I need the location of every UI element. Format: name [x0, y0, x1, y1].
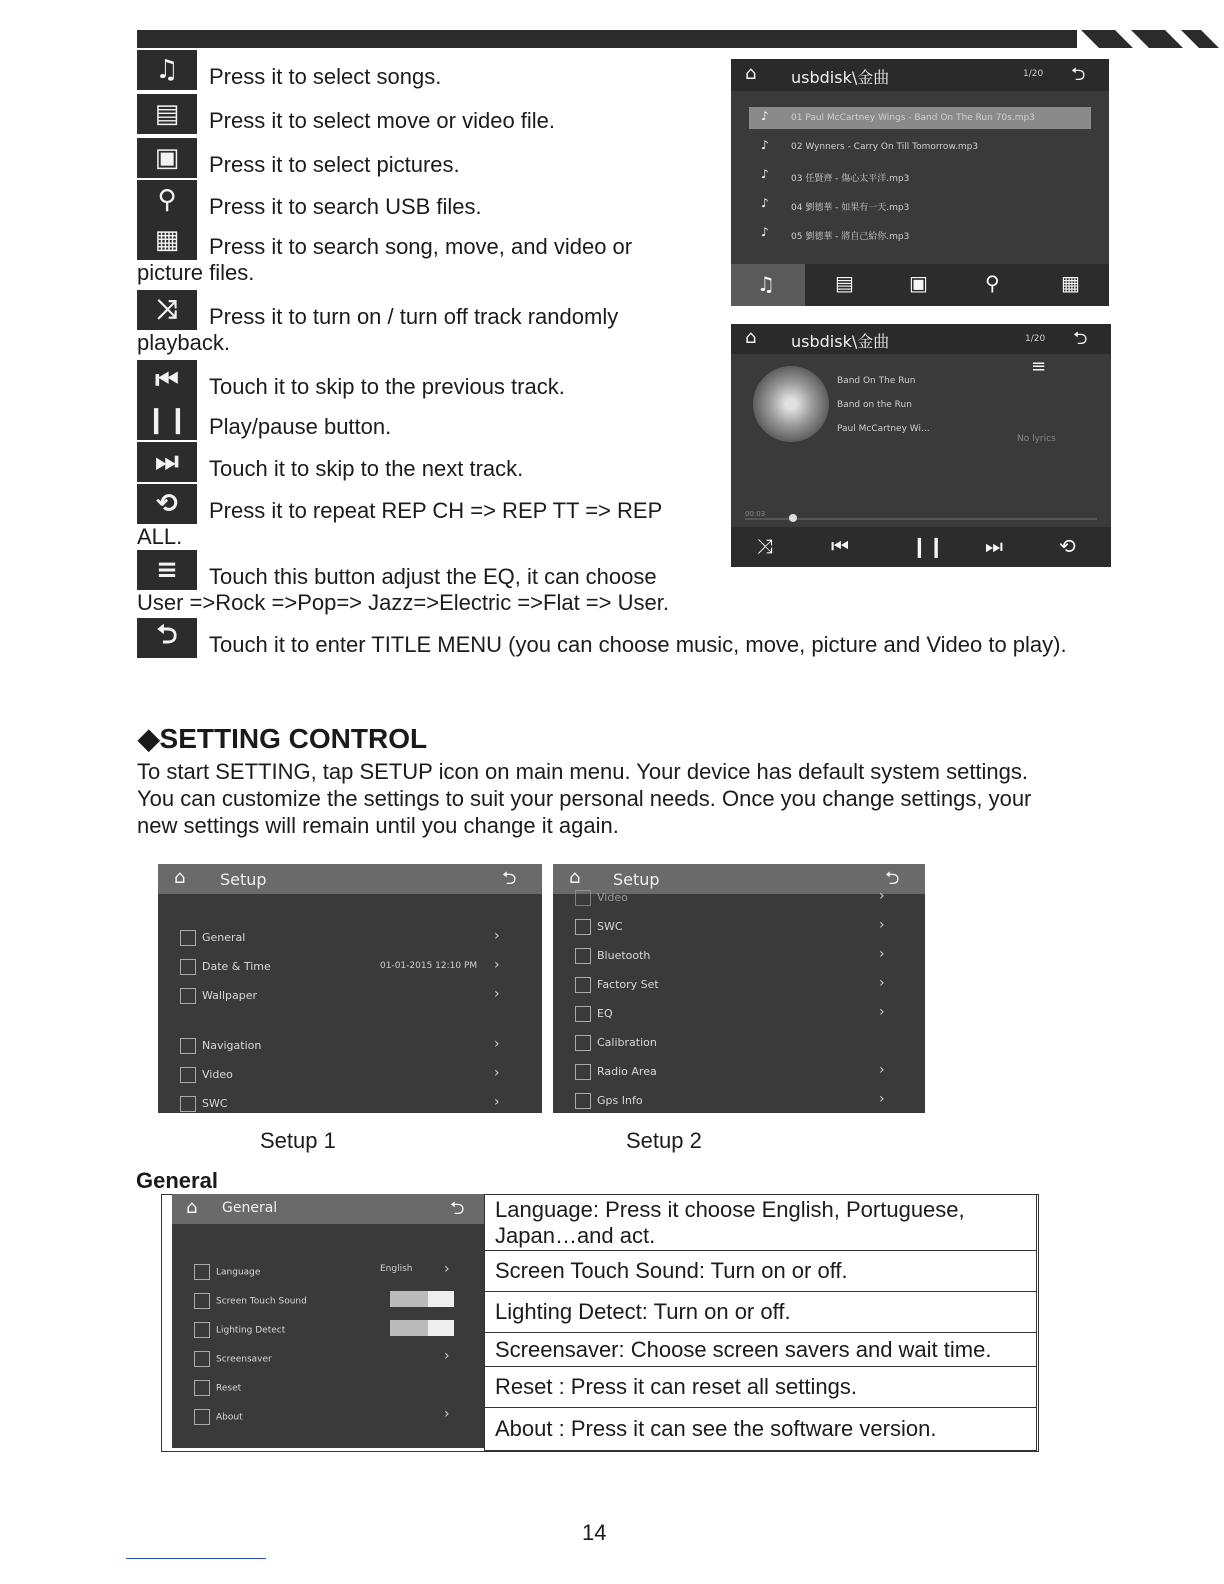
setting-icon [194, 1322, 210, 1338]
setup-item-label: Bluetooth [597, 949, 651, 962]
instruction-text: Press it to search USB files. [209, 194, 482, 219]
instruction-text: picture files. [137, 260, 255, 285]
setup-item-label: EQ [597, 1007, 613, 1020]
chevron-right-icon: › [494, 1094, 500, 1110]
film-icon[interactable]: ▤ [835, 271, 854, 295]
setting-icon [180, 988, 196, 1004]
search-icon: ⚲ [137, 180, 197, 220]
header-stripe [1131, 30, 1183, 48]
language-value: English [380, 1264, 413, 1274]
setup-item[interactable] [180, 988, 257, 1004]
chevron-right-icon: › [879, 975, 885, 991]
general-item-label: Screen Touch Sound [216, 1296, 307, 1307]
setup-item[interactable] [575, 977, 659, 993]
picture-icon[interactable]: ▣ [909, 271, 928, 295]
setting-icon [180, 959, 196, 975]
chevron-right-icon: › [444, 1348, 450, 1364]
repeat-icon: ⟲ [137, 484, 197, 524]
general-item[interactable] [194, 1293, 307, 1309]
track-counter: 1/20 [1025, 334, 1046, 344]
home-icon[interactable]: ⌂ [186, 1197, 198, 1218]
previous-icon: ⏮ [137, 360, 197, 400]
chevron-right-icon: › [444, 1261, 450, 1277]
setup-item[interactable] [575, 919, 623, 935]
setup-item[interactable] [575, 1006, 613, 1022]
title-label: Band on the Run [837, 400, 912, 410]
setting-icon [575, 1093, 591, 1109]
chevron-right-icon: › [879, 946, 885, 962]
next-icon[interactable]: ⏭ [985, 534, 1003, 558]
setting-icon [180, 1067, 196, 1083]
chevron-right-icon: › [494, 986, 500, 1002]
setup-item[interactable] [575, 1035, 657, 1051]
general-item[interactable] [194, 1264, 260, 1280]
music-note-icon: ♪ [761, 196, 769, 210]
setup-item[interactable] [180, 1096, 228, 1112]
setup-item-label: Wallpaper [202, 989, 258, 1002]
chevron-right-icon: › [444, 1406, 450, 1422]
desc-line: Language: Press it choose English, Portuguese, [495, 1196, 965, 1222]
setting-line: To start SETTING, tap SETUP icon on main menu. Your device has default system settings. [137, 759, 1029, 784]
setting-icon [180, 930, 196, 946]
setup-item-value: 01-01-2015 12:10 PM [380, 961, 478, 971]
header-stripe [1181, 30, 1219, 48]
instruction-text: Touch it to enter TITLE MENU (you can choose music, move, picture and Video to play). [209, 632, 1067, 657]
music-note-icon: ♪ [761, 167, 769, 181]
album-art [753, 366, 829, 442]
music-icon: ♫ [757, 272, 775, 296]
general-item-label: Reset [216, 1383, 242, 1394]
chevron-right-icon: › [879, 1004, 885, 1020]
setup-item-label: Calibration [597, 1036, 657, 1049]
time-label: 00:03 [745, 510, 766, 518]
setup-item-label: Video [202, 1068, 233, 1081]
music-list-screen [731, 59, 1109, 306]
setup2-screen [553, 864, 925, 1113]
instruction-text: Press it to select move or video file. [209, 108, 556, 133]
instruction-text: playback. [137, 330, 230, 355]
setup-item-label: General [202, 931, 246, 944]
shuffle-icon: ⤨ [137, 290, 197, 330]
instruction-text: Touch this button adjust the EQ, it can choose [209, 564, 657, 589]
music-icon: ♫ [137, 50, 197, 90]
setup-item-label: Date & Time [202, 960, 271, 973]
music-note-icon: ♪ [761, 109, 769, 123]
setup1-screen [158, 864, 542, 1113]
back-icon: ⮌ [137, 618, 197, 658]
instruction-text: Touch it to skip to the next track. [209, 456, 524, 481]
setup-item[interactable] [180, 1067, 233, 1083]
general-item-label: Lighting Detect [216, 1325, 286, 1336]
general-screen [172, 1194, 484, 1448]
home-icon[interactable]: ⌂ [745, 63, 757, 84]
music-note-icon: ♪ [761, 138, 769, 152]
setting-icon [575, 1064, 591, 1080]
general-item[interactable] [194, 1380, 241, 1396]
film-icon: ▤ [137, 94, 197, 134]
setting-icon [194, 1409, 210, 1425]
setting-icon [575, 948, 591, 964]
path-label: usbdisk\金曲 [791, 68, 890, 87]
instruction-text: Touch it to skip to the previous track. [209, 374, 565, 399]
touch-sound-toggle[interactable] [390, 1291, 454, 1307]
setup-item[interactable] [575, 1064, 657, 1080]
reset-desc: Reset : Press it can reset all settings. [485, 1367, 1037, 1408]
setup-item-label: SWC [202, 1097, 228, 1110]
instruction-text: Press it to select songs. [209, 64, 442, 89]
lyrics-label: No lyrics [1017, 434, 1056, 444]
home-icon[interactable]: ⌂ [174, 867, 186, 888]
back-icon[interactable]: ⮌ [450, 1198, 465, 1219]
next-icon: ⏭ [137, 442, 197, 482]
language-desc [485, 1195, 1037, 1251]
setting-icon [575, 1006, 591, 1022]
instruction-text: Press it to select pictures. [209, 152, 460, 177]
search-icon[interactable]: ⚲ [985, 271, 1000, 295]
setup-item[interactable] [575, 1093, 643, 1109]
grid-icon: ▦ [137, 220, 197, 260]
setting-icon [194, 1380, 210, 1396]
setting-icon [180, 1038, 196, 1054]
track-item[interactable]: 03 任賢齊 - 傷心太平洋.mp3 [791, 174, 910, 184]
track-item[interactable]: 01 Paul McCartney Wings - Band On The Run 70s.mp3 [791, 113, 1035, 123]
setup-item[interactable] [575, 890, 628, 906]
chevron-right-icon: › [879, 917, 885, 933]
music-note-icon: ♪ [761, 225, 769, 239]
header-bar [137, 30, 1077, 48]
shuffle-icon[interactable]: ⤨ [757, 534, 773, 558]
setup-title: Setup [613, 870, 660, 889]
back-icon[interactable]: ⮌ [885, 868, 900, 889]
instruction-text: Press it to repeat REP CH => REP TT => REP [209, 498, 663, 523]
general-item[interactable] [194, 1322, 285, 1338]
chevron-right-icon: › [879, 1062, 885, 1078]
setup-item[interactable] [180, 930, 245, 946]
general-item[interactable] [194, 1409, 243, 1425]
back-icon[interactable]: ⮌ [1071, 64, 1086, 85]
setup-item-label: Factory Set [597, 978, 659, 991]
setting-icon [194, 1351, 210, 1367]
general-table [484, 1194, 1036, 1451]
touch-sound-desc: Screen Touch Sound: Turn on or off. [485, 1251, 1037, 1292]
setup-item-label: Navigation [202, 1039, 262, 1052]
setting-icon [575, 890, 591, 906]
header-stripe [1081, 30, 1133, 48]
section-heading: ◆SETTING CONTROL [138, 723, 428, 754]
track-counter: 1/20 [1023, 69, 1044, 79]
setup-item-label: Gps Info [597, 1094, 643, 1107]
setting-icon [194, 1293, 210, 1309]
general-item-label: Language [216, 1267, 261, 1278]
chevron-right-icon: › [494, 957, 500, 973]
instruction-text: ALL. [137, 524, 183, 549]
general-item-label: About [216, 1412, 243, 1423]
progress-thumb[interactable] [789, 514, 797, 522]
picture-icon: ▣ [137, 138, 197, 178]
chevron-right-icon: › [879, 888, 885, 904]
setup-item[interactable] [180, 959, 271, 975]
general-item-label: Screensaver [216, 1354, 272, 1365]
track-item[interactable]: 05 劉德華 - 將自己給你.mp3 [791, 232, 910, 242]
eq-icon: ≡ [137, 550, 197, 590]
artist-label: Paul McCartney Wi... [837, 424, 930, 434]
chevron-right-icon: › [494, 1065, 500, 1081]
about-desc: About : Press it can see the software version. [485, 1408, 1037, 1451]
general-title: General [222, 1200, 278, 1216]
back-icon[interactable]: ⮌ [502, 868, 517, 889]
eq-icon[interactable]: ≡ [1031, 356, 1047, 377]
setup-item-label: SWC [597, 920, 623, 933]
setup-item-label: Video [597, 891, 628, 904]
pause-icon[interactable]: ❙❙ [911, 534, 945, 558]
now-playing-screen [731, 324, 1111, 567]
general-heading: General [136, 1168, 218, 1193]
grid-icon[interactable]: ▦ [1061, 271, 1080, 295]
chevron-right-icon: › [879, 1091, 885, 1107]
previous-icon[interactable]: ⏮ [831, 534, 849, 558]
page-number: 14 [582, 1520, 607, 1545]
lighting-desc: Lighting Detect: Turn on or off. [485, 1292, 1037, 1333]
home-icon[interactable]: ⌂ [569, 867, 581, 888]
setting-icon [575, 977, 591, 993]
general-item[interactable] [194, 1351, 272, 1367]
progress-track[interactable] [745, 518, 1097, 520]
setting-icon [575, 1035, 591, 1051]
chevron-right-icon: › [494, 1036, 500, 1052]
setup1-caption: Setup 1 [260, 1128, 336, 1153]
screensaver-desc: Screensaver: Choose screen savers and wait time. [485, 1333, 1037, 1367]
track-item[interactable]: 02 Wynners - Carry On Till Tomorrow.mp3 [791, 142, 979, 152]
setup2-caption: Setup 2 [626, 1128, 702, 1153]
instruction-text: Play/pause button. [209, 414, 392, 439]
lighting-toggle[interactable] [390, 1320, 454, 1336]
album-label: Band On The Run [837, 376, 916, 386]
instruction-text: User =>Rock =>Pop=> Jazz=>Electric =>Flat => User. [137, 590, 669, 615]
instruction-text: Press it to search song, move, and video or [209, 234, 633, 259]
setup-item[interactable] [180, 1038, 261, 1054]
track-item[interactable]: 04 劉德華 - 如果有一天.mp3 [791, 203, 910, 213]
footnote-rule [126, 1558, 266, 1559]
home-icon[interactable]: ⌂ [745, 327, 757, 348]
back-icon[interactable]: ⮌ [1073, 328, 1088, 349]
setup-item[interactable] [575, 948, 650, 964]
instruction-text: Press it to turn on / turn off track randomly [209, 304, 619, 329]
repeat-icon[interactable]: ⟲ [1059, 534, 1076, 558]
pause-icon: ❙❙ [137, 400, 197, 440]
setting-line: You can customize the settings to suit your personal needs. Once you change settings, your [137, 786, 1032, 811]
setup-item-label: Radio Area [597, 1065, 657, 1078]
setting-line: new settings will remain until you change it again. [137, 813, 619, 838]
desc-line: Japan…and act. [495, 1222, 656, 1248]
setting-icon [180, 1096, 196, 1112]
chevron-right-icon: › [494, 928, 500, 944]
setup-title: Setup [220, 870, 267, 889]
setting-icon [575, 919, 591, 935]
tab-music[interactable] [731, 264, 805, 306]
path-label: usbdisk\金曲 [791, 332, 890, 351]
setting-icon [194, 1264, 210, 1280]
